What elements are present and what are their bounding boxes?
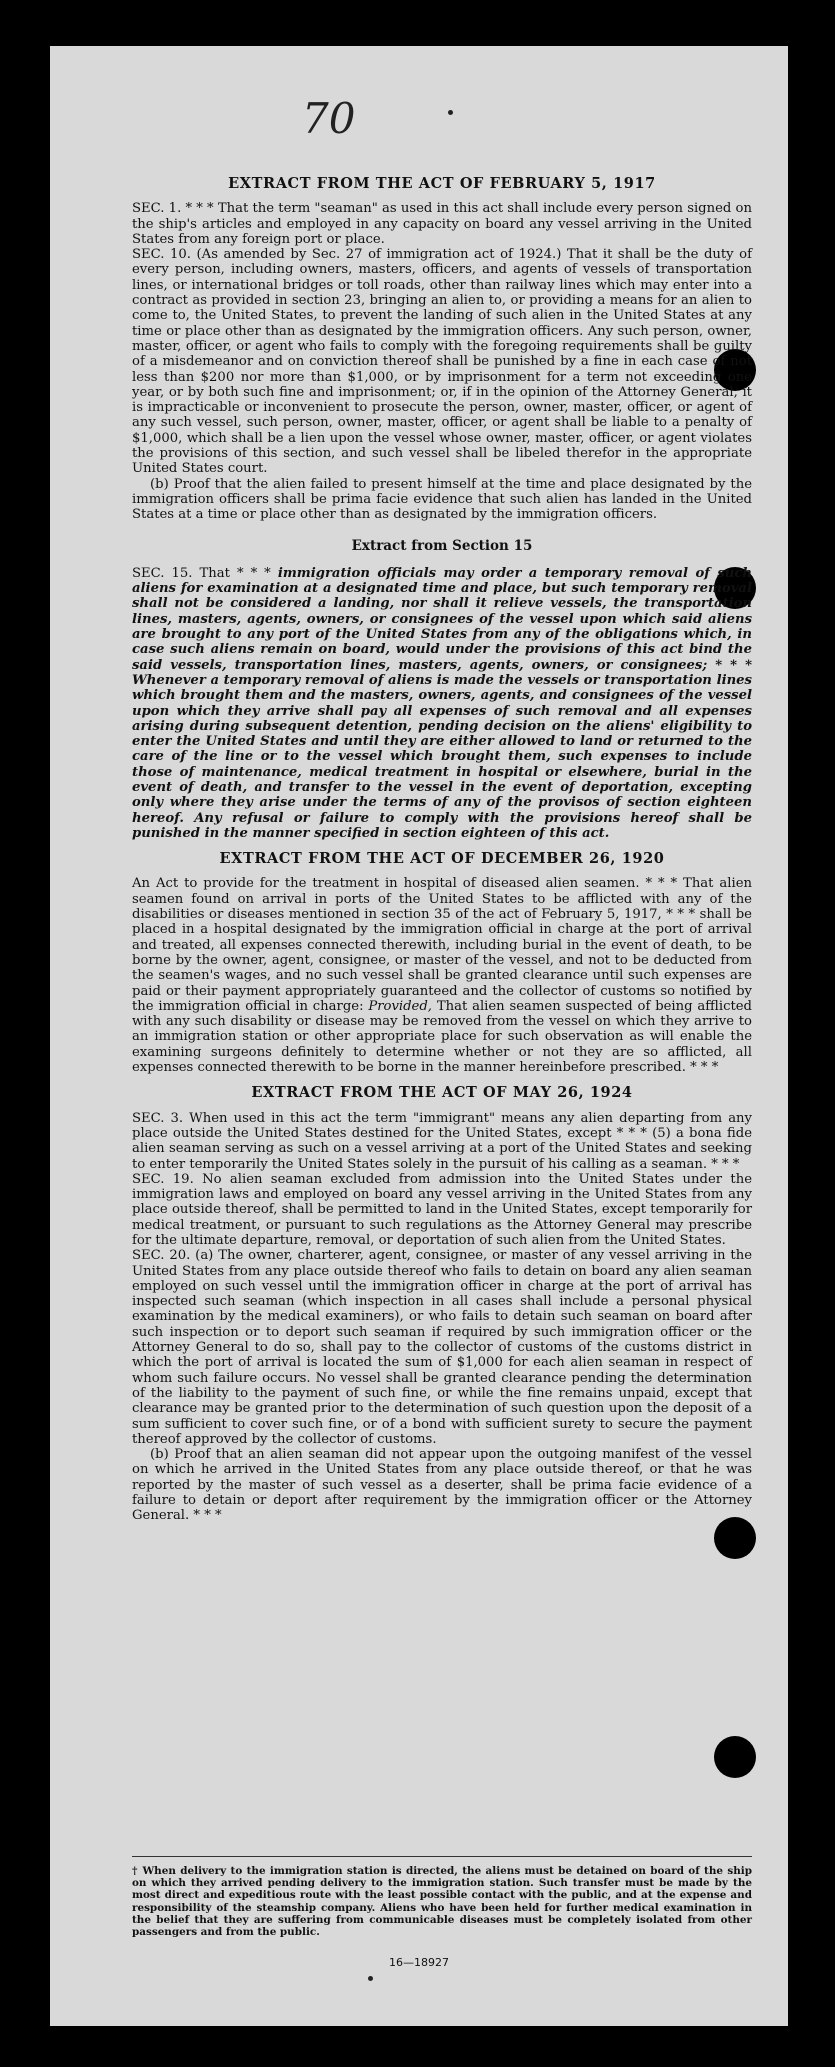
paragraph-act-1920 bbox=[132, 876, 752, 1075]
provided-word: Provided, bbox=[368, 998, 432, 1014]
section-heading: EXTRACT FROM THE ACT OF MAY 26, 1924 bbox=[251, 1084, 633, 1102]
paragraph-sec-1: SEC. 1. * * * That the term "seaman" as used in this act shall include every person signed on the ship's articles and employed in any capacity on board any vessel arriving in the United States from any foreign port or place. bbox=[132, 201, 752, 247]
paragraph-sec-3: SEC. 3. When used in this act the term "immigrant" means any alien departing from any place outside the United States destined for the United States, except * * * (5) a bona fide alien seaman serving as such on a vessel arriving at a port of the United States and seeking to enter temporarily the United States solely in the pursuit of his calling as a seaman. * * * bbox=[132, 1110, 752, 1172]
speck bbox=[448, 110, 453, 115]
paragraph-tail: That alien seamen suspected of being afflicted with any such disability or disease may be removed from the vessel on which they arrive to an immigration station or other appropriate place for such observation as will enable the examining surgeons definitely to determine whether or not they are so afflicted, all expenses connected therewith to be borne in the manner hereinbefore prescribed. * * * bbox=[132, 998, 752, 1076]
paragraph-sec-19: SEC. 19. No alien seaman excluded from admission into the United States under the immigration laws and employed on board any vessel arriving in the United States from any place outside thereof, shall be permitted to land in the United States, except temporarily for medical treatment, or pursuant to such regulations as the Attorney General may prescribe for the ultimate departure, removal, or deportation of such alien from the United States. bbox=[132, 1171, 752, 1248]
paragraph-italic-body: immigration officials may order a temporary removal of such aliens for examination at a designated time and place, but such temporary removal shall not be considered a landing, nor shall it relieve vessels, the transportation lines, masters, agents, owners, or consignees of the vessel upon which said aliens are brought to any port of the United States from any of the obligations which, in case such aliens remain on board, would under the provisions of this act bind the said vessels, transportation lines, masters, agents, owners, or consignees; * * * Whenever a temporary removal of aliens is made the vessels or transportation lines which brought them and the masters, owners, agents, and consignees of the vessel upon which they arrive shall pay all expenses of such removal and all expenses arising during subsequent detention, pending decision on the aliens' eligibility to enter the United States and until they are either allowed to land or returned to the care of the line or to the vessel which brought them, such expenses to include those of maintenance, medical treatment in hospital or elsewhere, burial in the event of death, and transfer to the vessel in the event of deportation, excepting only where they arise under the terms of any of the provisos of section eighteen hereof. Any refusal or failure to comply with the provisions hereof shall be punished in the manner specified in section eighteen of this act. bbox=[132, 565, 752, 841]
paragraph-sec-10: SEC. 10. (As amended by Sec. 27 of immigration act of 1924.) That it shall be the duty of every person, including owners, masters, officers, and agents of vessels of transportation lines, or international bridges or toll roads, other than railway lines which may enter into a contract as provided in section 23, bringing an alien to, or providing a means for an alien to come to, the United States, to prevent the landing of such alien in the United States at any time or place other than as designated by the immigration officers. Any such person, owner, master, officer, or agent who fails to comply with the foregoing requirements shall be guilty of a misdemeanor and on conviction thereof shall be punished by a fine in each case of not less than $200 nor more than $1,000, or by imprisonment for a term not exceeding one year, or by both such fine and imprisonment; or, if in the opinion of the Attorney General, it is impracticable or inconvenient to prosecute the person, owner, master, officer, or agent of any such vessel, such person, owner, master, officer, or agent shall be liable to a penalty of $1,000, which shall be a lien upon the vessel whose owner, master, officer, or agent violates the provisions of this section, and such vessel shall be libeled therefor in the appropriate United States court. bbox=[132, 247, 752, 477]
paragraph-sec-15 bbox=[132, 566, 752, 841]
paragraph-lead: An Act to provide for the treatment in hospital of diseased alien seamen. * * * That alien seamen found on arrival in ports of the United States to be afflicted with any of the disabilities or diseases mentioned in section 35 of the act of February 5, 1917, * * * shall be placed in a hospital designated by the immigration official in charge at the port of arrival and treated, all expenses connected therewith, including burial in the event of death, to be borne by the owner, agent, consignee, or master of the vessel, and not to be deducted from the seamen's wages, and no such vessel shall be granted clearance until such expenses are paid or their payment appropriately guaranteed and the collector of customs so notified by the immigration official in charge: bbox=[132, 876, 752, 1014]
section-15-extract bbox=[132, 539, 752, 842]
section-act-1920 bbox=[132, 851, 752, 1075]
handwritten-page-number: 70 bbox=[302, 94, 356, 143]
paragraph-sec-20b: (b) Proof that an alien seaman did not appear upon the outgoing manifest of the vessel on which he arrived in the United States from any place outside thereof, or that he was reported by the master of such vessel as a deserter, shall be prima facie evidence of a failure to detain or deport after requirement by the immigration officer or the Attorney General. * * * bbox=[132, 1447, 752, 1524]
section-heading: EXTRACT FROM THE ACT OF FEBRUARY 5, 1917 bbox=[228, 175, 656, 192]
paragraph-sec-20a: SEC. 20. (a) The owner, charterer, agent, consignee, or master of any vessel arriving in the United States from any place outside thereof who fails to detain on board any alien seaman employed on such vessel until the immigration officer in charge at the port of arrival has inspected such seaman (which inspection in all cases shall include a personal physical examination by the medical examiners), or who fails to detain such seaman on board after such inspection or to deport such seaman if required by such immigration officer or the Attorney General to do so, shall pay to the collector of customs of the customs district in which the port of arrival is located the sum of $1,000 for each alien seaman in respect of whom such failure occurs. No vessel shall be granted clearance pending the determination of the liability to the payment of such fine, or while the fine remains unpaid, except that clearance may be granted prior to the determination of such question upon the deposit of a sum sufficient to cover such fine, or of a bond with sufficient surety to secure the payment thereof approved by the collector of customs. bbox=[132, 1248, 752, 1447]
document-body bbox=[132, 176, 752, 1534]
footer-form-number: 16—18927 bbox=[389, 1956, 449, 1969]
section-act-1924 bbox=[132, 1085, 752, 1523]
paragraph-sec-10b: (b) Proof that the alien failed to present himself at the time and place designated by the immigration officers shall be prima facie evidence that such alien has landed in the United States at a time or place other than as designated by the immigration officers. bbox=[132, 476, 752, 523]
speck bbox=[368, 1976, 373, 1981]
document-page bbox=[50, 46, 788, 2026]
section-heading: EXTRACT FROM THE ACT OF DECEMBER 26, 1920 bbox=[219, 850, 665, 868]
punch-hole bbox=[714, 1736, 756, 1778]
section-heading: Extract from Section 15 bbox=[351, 537, 533, 554]
footnote: † When delivery to the immigration station is directed, the aliens must be detained on board of the ship on which they arrived pending delivery to the immigration station. Such transfer must be made by the most direct and expeditious route with the least possible contact with the public, and at the expense and responsibility of the steamship company. Aliens who have been held for further medical examination in the belief that they are suffering from communicable diseases must be completely isolated from other passengers and from the public. bbox=[132, 1856, 752, 1938]
section-act-1917 bbox=[132, 176, 752, 523]
paragraph-lead: SEC. 15. That * * * bbox=[132, 565, 278, 581]
